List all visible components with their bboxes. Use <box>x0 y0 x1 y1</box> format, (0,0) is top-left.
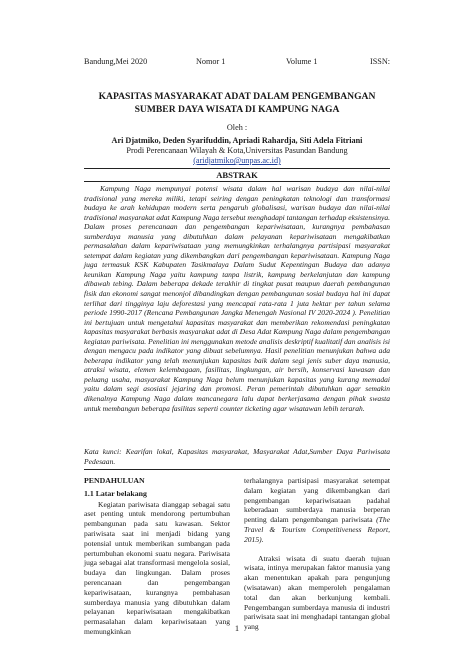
citation-year: 2015). <box>244 534 264 544</box>
abstract-bottom-rule <box>84 181 390 182</box>
header-issn: ISSN: <box>370 57 391 66</box>
paper-title <box>60 91 414 116</box>
right-paragraph-1-text: terhalangnya partisipasi masyarakat setempat dalam kegiatan yang dikembangkan dari pengembangan kepariwisataan padahal keberadaan sumberdaya manusia berperan penting dalam pengembangan pariwisata <box>244 476 390 525</box>
right-paragraph-1 <box>244 476 390 545</box>
author-email-link[interactable] <box>60 155 414 166</box>
header-date: Bandung,Mei 2020 <box>84 57 148 66</box>
title-line-2: SUMBER DAYA WISATA DI KAMPUNG NAGA <box>134 103 340 115</box>
abstract-top-rule <box>84 168 390 169</box>
page-number: 1 <box>234 623 240 633</box>
header-volume: Volume 1 <box>286 57 318 66</box>
authors: Ari Djatmiko, Deden Syarifuddin, Apriadi Rahardja, Siti Adela Fitriani <box>111 136 363 145</box>
affiliation: Prodi Perencanaan Wilayah & Kota,Universitas Pasundan Bandung <box>126 146 348 155</box>
intro-paragraph: Kegiatan pariwisata dianggap sebagai satu aset penting untuk mendorong pertumbuhan pembangunan pada satu kawasan. Sektor pariwisata saat ini menjadi bidang yang potensial untuk memberikan sumbangan pada pertumbuhan ekonomi suatu negara. Pariwisata juga sebagai alat transformasi mengelola sosial, budaya dan lingkungan. Dalam proses perencanaan dan pengembangan kepariwisataan, kurangnya pembahasan sumberdaya manusia yang dibutuhkan dalam pelayanan kepariwisataan mengakibatkan permasalahan dalam kepariwisataan yang memungkinkan <box>84 499 230 636</box>
right-column <box>244 476 390 632</box>
header-nomor: Nomor 1 <box>196 57 226 66</box>
keywords: Kata kunci: Kearifan lokal, Kapasitas masyarakat, Masyarakat Adat,Sumber Daya Pariwisata Pedesaan. <box>84 447 390 466</box>
subsection-heading: 1.1 Latar belakang <box>84 488 147 498</box>
keywords-rule <box>84 469 390 470</box>
right-paragraph-2: Atraksi wisata di suatu daerah tujuan wisata, intinya merupakan faktor manusia yang akan menentukan apakah para pengunjung (wisatawan) akan memperoleh pengalaman total dan akan berkunjung kembali. Pengembangan sumberdaya manusia di industri pariwisata saat ini menghadapi tantangan global yang <box>244 553 390 632</box>
citation-title: (The Travel & Tourism Competitiveness Report, <box>244 515 390 534</box>
oleh-label: Oleh : <box>226 123 248 132</box>
section-heading: PENDAHULUAN <box>84 476 145 485</box>
left-column <box>84 476 230 637</box>
title-line-1: KAPASITAS MASYARAKAT ADAT DALAM PENGEMBANGAN <box>98 91 376 102</box>
abstract-heading: ABSTRAK <box>216 170 258 180</box>
author-email[interactable]: (aridjatmiko@unpas.ac.id) <box>193 156 281 165</box>
abstract-paragraph: Kampung Naga mempunyai potensi wisata dalam hal warisan budaya dan nilai-nilai tradisional yang mereka miliki, tetapi seiring dengan peningkatan teknologi dan transformasi budaya ke arah kehidupan modern serta pengaruh globalisasi, warisan budaya dan nilai-nilai tradisional masyarakat adat Kampung Naga tersebut menghadapi tantangan terhadap eksistensinya. Dalam proses perencanaan dan pengembangan kepariwisataan, kurangnya pembahasan sumberdaya manusia yang dibutuhkan dalam pelayanan kepariwisataan mengakibatkan permasalahan dalam kepariwisataan yang memungkinkan terhalangnya partisipasi masyarakat setempat dalam kegiatan yang dikembangkan dari pengembangan kepariwisataan. Kampung Naga juga termasuk KSK Kabupaten Tasikmalaya Dalam Sudut Kepentingan Budaya dan adanya keunikan Kampung Naga yaitu kampung tanpa listrik, kampung berkelanjutan dan kampung dibawah tebing. Dalam beberapa dekade terakhir di tingkat pusat maupun daerah pembangunan fisik dan ekonomi sangat menonjol dibandingkan dengan pembangunan sosial budaya hal ini dapat terlihat dari tingginya laju deforestasi yang mencapai rata-rata 1 juta hektar per tahun selama periode 1990-2017 (Rencana Pembangunan Jangka Menengah Nasional IV 2020-2024 ). Penelitian ini bertujuan untuk mengetahui kapasitas masyarakat dan memberikan rekomendasi peningkatan kapasitas masyarakat berbasis masyarakat adat di Desa Adat Kampung Naga dalam pengembangan kegiatan pariwisata. Penelitian ini menggunakan metode analisis deskriptif kualitatif dan analisis isi dengan mengacu pada indikator yang dibuat sebelumnya. Hasil penelitian menunjukan bahwa ada beberapa indikator yang telah menunjukan kapasitas baik dalam segi jenis suber daya manusia, atraksi wisata, elemen kelembagaan, fasilitas, lingkungan, air bersih, konservasi kawasan dan peluang usaha, masyarakat Kampung Naga belum menunjukan kapasitas yang kurang memadai yaitu dalam segi asosiasi jejaring dan promosi. Peran pemerintah dibutuhkan agar semakin dikenalnya Kampung Naga dalam mancanegara lalu dapat berkerjasama dengan pihak swasta untuk membangun beberapa fasilitas seperti counter ticketing agar wisatawan lebih terarah. <box>84 184 390 413</box>
abstract-body <box>84 184 390 413</box>
